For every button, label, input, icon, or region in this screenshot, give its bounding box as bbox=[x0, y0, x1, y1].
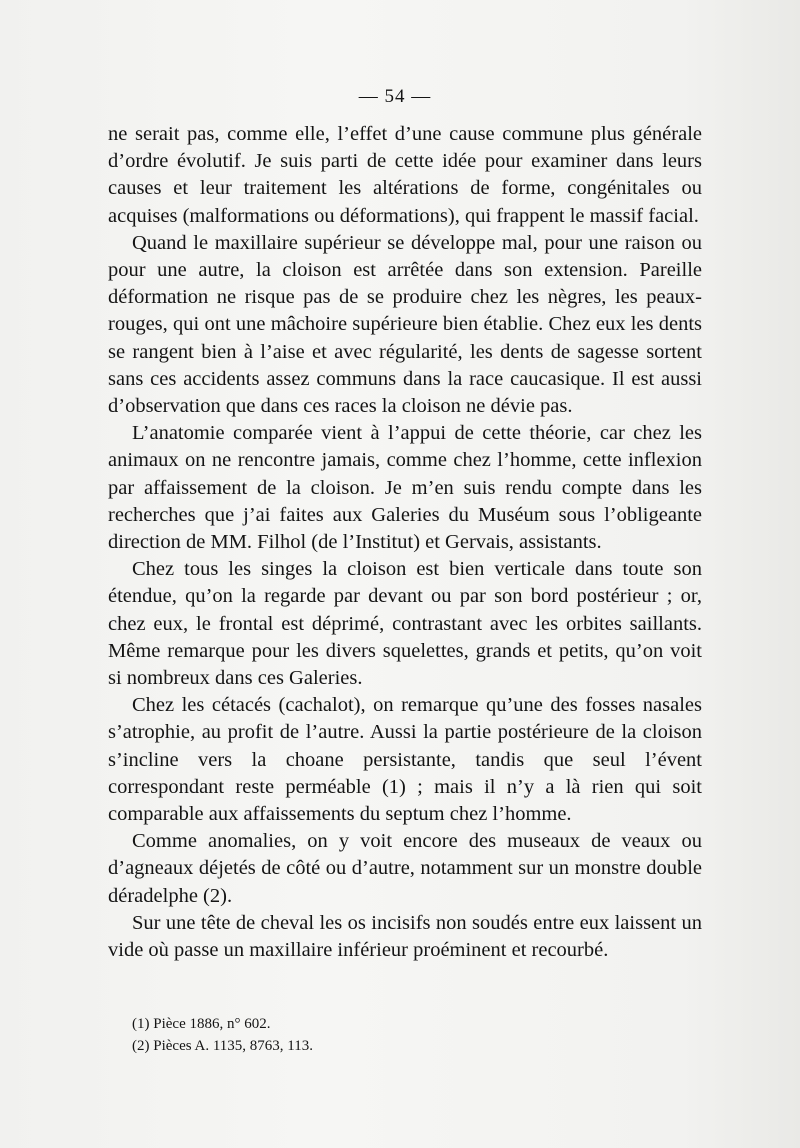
paragraph-4: Chez tous les singes la cloison est bien verticale dans toute son étendue, qu’on la regarde par devant ou par son bord postérieur ; or, chez eux, le frontal est déprimé, contrastant avec les orbites saillants. Même remarque pour les divers squelettes, grands et petits, qu’on voit si nombreux dans ces Galeries. bbox=[108, 558, 702, 690]
paragraph-3: L’anatomie comparée vient à l’appui de cette théorie, car chez les animaux on ne rencontre jamais, comme chez l’homme, cette inflexion par affaissement de la cloison. Je m’en suis rendu compte dans les recherches que j’ai faites aux Galeries du Muséum sous l’obligeante direction de MM. Filhol (de l’Institut) et Gervais, assistants. bbox=[108, 422, 702, 554]
paragraph-6: Comme anomalies, on y voit encore des museaux de veaux ou d’agneaux déjetés de côté ou d’autre, notamment sur un monstre double déradelphe (2). bbox=[108, 830, 702, 907]
paragraph-2: Quand le maxillaire supérieur se développe mal, pour une raison ou pour une autre, la cloison est arrêtée dans son extension. Pareille déformation ne risque pas de se produire chez les nègres, les peaux-rouges, qui ont une mâchoire supérieure bien établie. Chez eux les dents se rangent bien à l’aise et avec régularité, les dents de sagesse sortent sans ces accidents assez communs dans la race caucasique. Il est aussi d’observation que dans ces races la cloison ne dévie pas. bbox=[108, 231, 702, 418]
body-text bbox=[108, 121, 702, 964]
paragraph-7: Sur une tête de cheval les os incisifs non soudés entre eux laissent un vide où passe un maxillaire inférieur proéminent et recourbé. bbox=[108, 911, 702, 962]
footnote-1: (1) Pièce 1886, n° 602. bbox=[132, 1016, 271, 1032]
paragraph-5: Chez les cétacés (cachalot), on remarque qu’une des fosses nasales s’atrophie, au profit de l’autre. Aussi la partie postérieure de la cloison s’incline vers la choane persistante, tandis que seul l’évent correspondant reste perméable (1) ; mais il n’y a là rien qui soit comparable aux affaissements du septum chez l’homme. bbox=[108, 694, 702, 826]
paragraph-1: ne serait pas, comme elle, l’effet d’une cause commune plus générale d’ordre évolutif. Je suis parti de cette idée pour examiner dans leurs causes et leur traitement les altérations de forme, congénitales ou acquises (malformations ou déformations), qui frappent le massif facial. bbox=[108, 123, 702, 227]
footnotes bbox=[132, 1013, 313, 1057]
footnote-2: (2) Pièces A. 1135, 8763, 113. bbox=[132, 1038, 313, 1054]
page-number: — 54 — bbox=[358, 86, 432, 107]
